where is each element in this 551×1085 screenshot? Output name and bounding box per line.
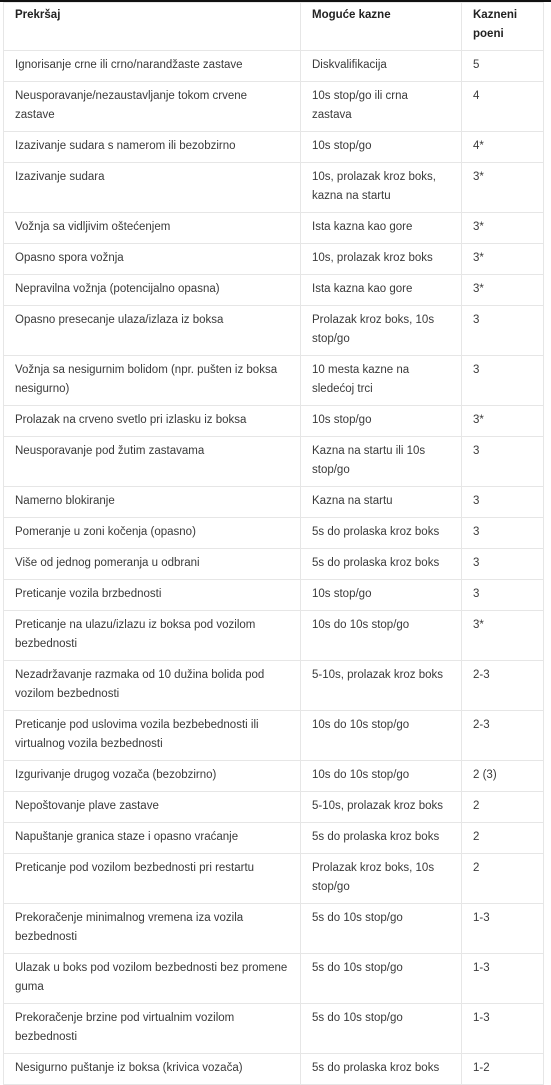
cell-offense: Neusporavanje/nezaustavljanje tokom crvene zastave — [4, 82, 301, 132]
cell-offense: Neusporavanje pod žutim zastavama — [4, 437, 301, 487]
cell-points: 3* — [462, 275, 544, 306]
cell-points: 3 — [462, 580, 544, 611]
cell-penalty: Kazna na startu ili 10s stop/go — [301, 437, 462, 487]
table-row — [4, 356, 544, 406]
cell-offense: Opasno spora vožnja — [4, 244, 301, 275]
cell-points: 5 — [462, 51, 544, 82]
table-row — [4, 244, 544, 275]
table-header-row — [4, 3, 544, 51]
cell-penalty: 10s stop/go — [301, 406, 462, 437]
cell-penalty: 10s stop/go — [301, 132, 462, 163]
cell-penalty: 5s do prolaska kroz boks — [301, 823, 462, 854]
cell-points: 3 — [462, 356, 544, 406]
cell-offense: Izazivanje sudara — [4, 163, 301, 213]
cell-penalty: Ista kazna kao gore — [301, 275, 462, 306]
cell-penalty: Prolazak kroz boks, 10s stop/go — [301, 306, 462, 356]
table-row — [4, 275, 544, 306]
table-row — [4, 163, 544, 213]
cell-penalty: 10s do 10s stop/go — [301, 611, 462, 661]
cell-points: 3* — [462, 611, 544, 661]
cell-offense: Ignorisanje crne ili crno/narandžaste zastave — [4, 51, 301, 82]
column-header-penalties: Moguće kazne — [301, 3, 462, 51]
cell-offense: Preticanje na ulazu/izlazu iz boksa pod vozilom bezbednosti — [4, 611, 301, 661]
cell-points: 3 — [462, 487, 544, 518]
cell-penalty: Ista kazna kao gore — [301, 213, 462, 244]
table-row — [4, 437, 544, 487]
cell-penalty: 5-10s, prolazak kroz boks — [301, 792, 462, 823]
cell-points: 2 (3) — [462, 761, 544, 792]
table-row — [4, 792, 544, 823]
cell-offense: Nesigurno puštanje iz boksa (krivica vozača) — [4, 1054, 301, 1085]
cell-points: 3 — [462, 518, 544, 549]
cell-points: 3 — [462, 549, 544, 580]
table-body — [4, 51, 544, 1085]
cell-offense: Vožnja sa nesigurnim bolidom (npr. pušten iz boksa nesigurno) — [4, 356, 301, 406]
cell-offense: Ulazak u boks pod vozilom bezbednosti bez promene guma — [4, 954, 301, 1004]
cell-penalty: 10s stop/go ili crna zastava — [301, 82, 462, 132]
cell-points: 4 — [462, 82, 544, 132]
cell-penalty: 5s do prolaska kroz boks — [301, 518, 462, 549]
table-row — [4, 406, 544, 437]
cell-offense: Napuštanje granica staze i opasno vraćanje — [4, 823, 301, 854]
cell-offense: Preticanje pod uslovima vozila bezbebednosti ili virtualnog vozila bezbednosti — [4, 711, 301, 761]
cell-offense: Prekoračenje brzine pod virtualnim vozilom bezbednosti — [4, 1004, 301, 1054]
cell-offense: Preticanje vozila brzbednosti — [4, 580, 301, 611]
cell-points: 2 — [462, 792, 544, 823]
cell-offense: Izazivanje sudara s namerom ili bezobzirno — [4, 132, 301, 163]
cell-penalty: 5s do 10s stop/go — [301, 954, 462, 1004]
table-row — [4, 1054, 544, 1085]
cell-points: 3 — [462, 306, 544, 356]
table-row — [4, 661, 544, 711]
cell-points: 2-3 — [462, 711, 544, 761]
cell-penalty: Kazna na startu — [301, 487, 462, 518]
table-row — [4, 580, 544, 611]
cell-penalty: 10s do 10s stop/go — [301, 711, 462, 761]
table-row — [4, 904, 544, 954]
cell-points: 1-3 — [462, 954, 544, 1004]
cell-penalty: 10 mesta kazne na sledećoj trci — [301, 356, 462, 406]
column-header-offense: Prekršaj — [4, 3, 301, 51]
cell-points: 4* — [462, 132, 544, 163]
table-row — [4, 611, 544, 661]
cell-offense: Nepravilna vožnja (potencijalno opasna) — [4, 275, 301, 306]
penalties-table — [3, 2, 544, 1085]
cell-offense: Vožnja sa vidljivim oštećenjem — [4, 213, 301, 244]
cell-offense: Preticanje pod vozilom bezbednosti pri restartu — [4, 854, 301, 904]
cell-penalty: 5s do prolaska kroz boks — [301, 549, 462, 580]
cell-penalty: 5s do 10s stop/go — [301, 904, 462, 954]
table-row — [4, 132, 544, 163]
cell-penalty: Diskvalifikacija — [301, 51, 462, 82]
cell-offense: Nepoštovanje plave zastave — [4, 792, 301, 823]
cell-penalty: 10s, prolazak kroz boks — [301, 244, 462, 275]
cell-offense: Nezadržavanje razmaka od 10 dužina bolida pod vozilom bezbednosti — [4, 661, 301, 711]
cell-penalty: 5-10s, prolazak kroz boks — [301, 661, 462, 711]
cell-points: 2 — [462, 823, 544, 854]
table-row — [4, 306, 544, 356]
cell-penalty: 10s stop/go — [301, 580, 462, 611]
table-row — [4, 549, 544, 580]
table-row — [4, 1004, 544, 1054]
cell-offense: Više od jednog pomeranja u odbrani — [4, 549, 301, 580]
cell-points: 3* — [462, 406, 544, 437]
cell-offense: Opasno presecanje ulaza/izlaza iz boksa — [4, 306, 301, 356]
cell-points: 3* — [462, 163, 544, 213]
column-header-points: Kazneni poeni — [462, 3, 544, 51]
table-row — [4, 954, 544, 1004]
table-row — [4, 854, 544, 904]
cell-penalty: 5s do prolaska kroz boks — [301, 1054, 462, 1085]
table-row — [4, 51, 544, 82]
cell-penalty: 10s do 10s stop/go — [301, 761, 462, 792]
cell-points: 3* — [462, 213, 544, 244]
cell-points: 1-3 — [462, 904, 544, 954]
cell-offense: Izgurivanje drugog vozača (bezobzirno) — [4, 761, 301, 792]
table-row — [4, 82, 544, 132]
table-row — [4, 487, 544, 518]
table-row — [4, 823, 544, 854]
cell-points: 3* — [462, 244, 544, 275]
cell-offense: Pomeranje u zoni kočenja (opasno) — [4, 518, 301, 549]
table-row — [4, 761, 544, 792]
cell-penalty: 10s, prolazak kroz boks, kazna na startu — [301, 163, 462, 213]
table-row — [4, 213, 544, 244]
table-row — [4, 518, 544, 549]
cell-points: 1-2 — [462, 1054, 544, 1085]
cell-points: 2-3 — [462, 661, 544, 711]
cell-offense: Prekoračenje minimalnog vremena iza vozila bezbednosti — [4, 904, 301, 954]
table-row — [4, 711, 544, 761]
cell-offense: Prolazak na crveno svetlo pri izlasku iz boksa — [4, 406, 301, 437]
cell-offense: Namerno blokiranje — [4, 487, 301, 518]
cell-penalty: 5s do 10s stop/go — [301, 1004, 462, 1054]
cell-points: 3 — [462, 437, 544, 487]
cell-points: 2 — [462, 854, 544, 904]
cell-penalty: Prolazak kroz boks, 10s stop/go — [301, 854, 462, 904]
cell-points: 1-3 — [462, 1004, 544, 1054]
